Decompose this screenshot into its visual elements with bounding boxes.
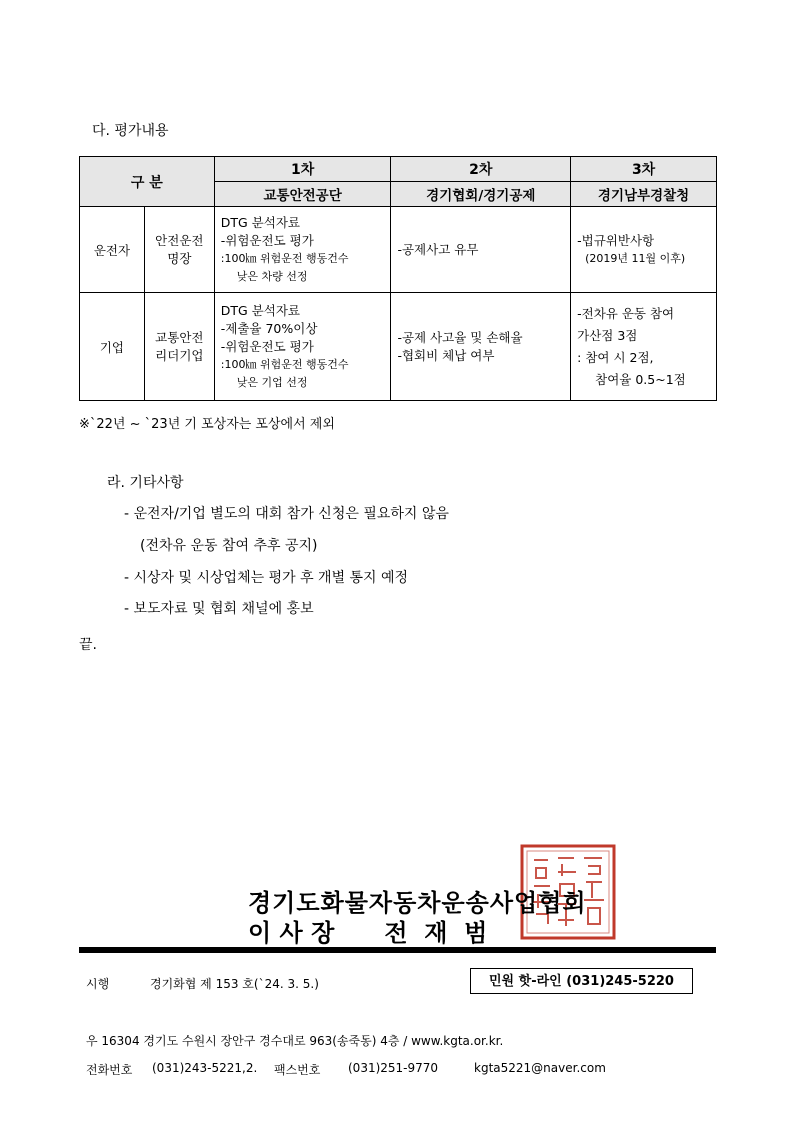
award-name-company — [144, 293, 214, 401]
criteria-line: (2019년 11월 이후) — [585, 251, 686, 265]
header-round-2: 2차 — [391, 157, 571, 182]
criteria-line: 가산점 3점 — [577, 327, 638, 343]
email-address: kgta5221@naver.com — [474, 1061, 606, 1075]
criteria-police-company — [571, 293, 717, 401]
doc-label: 시행 — [86, 977, 110, 991]
criteria-line: DTG 분석자료 — [220, 214, 300, 230]
row-group-company: 기업 — [80, 293, 145, 401]
row-group-driver: 운전자 — [80, 207, 145, 293]
evaluation-table — [79, 156, 717, 401]
criteria-line: -위험운전도 평가 — [220, 232, 314, 248]
bullet-item: - 보도자료 및 협회 채널에 홍보 — [124, 601, 314, 617]
phone-label: 전화번호 — [86, 1063, 133, 1077]
bullet-item: - 시상자 및 시상업체는 평가 후 개별 통지 예정 — [124, 570, 409, 586]
sender-organization: 경기도화물자동차운송사업협회 — [248, 889, 587, 917]
section-title: 다. 평가내용 — [92, 123, 169, 139]
footer-divider — [79, 947, 716, 953]
header-org-1: 교통안전공단 — [214, 182, 391, 207]
criteria-line: 참여율 0.5~1점 — [595, 371, 686, 387]
hotline-box: 민원 핫-라인 (031)245-5220 — [470, 968, 693, 994]
phone-number: (031)243-5221,2. — [152, 1061, 258, 1075]
fax-label: 팩스번호 — [274, 1063, 321, 1077]
header-round-3: 3차 — [571, 157, 717, 182]
criteria-line: -전차유 운동 참여 — [577, 305, 675, 321]
table-row — [80, 207, 717, 293]
header-round-1: 1차 — [214, 157, 391, 182]
criteria-line: DTG 분석자료 — [220, 302, 300, 318]
criteria-line: -공제사고 유무 — [397, 241, 479, 257]
criteria-line: : 참여 시 2점, — [577, 349, 654, 365]
header-org-3: 경기남부경찰청 — [571, 182, 717, 207]
criteria-line: -공제 사고율 및 손해율 — [397, 329, 523, 345]
sender-title: 이 사 장 전 재 범 — [248, 919, 488, 947]
award-line: 리더기업 — [155, 347, 204, 363]
end-mark: 끝. — [79, 637, 97, 653]
criteria-line: -법규위반사항 — [577, 232, 655, 248]
criteria-line: :100㎞ 위험운전 행동건수 — [220, 357, 349, 371]
criteria-assoc-company — [391, 293, 571, 401]
doc-number: 경기화협 제 153 호(`24. 3. 5.) — [150, 977, 319, 991]
header-org-2: 경기협회/경기공제 — [391, 182, 571, 207]
criteria-line: -협회비 체납 여부 — [397, 347, 495, 363]
address: 우 16304 경기도 수원시 장안구 경수대로 963(송죽동) 4층 / www.kgta.or.kr. — [86, 1034, 504, 1048]
criteria-kotsa-driver — [214, 207, 391, 293]
award-name-driver — [144, 207, 214, 293]
award-line: 명장 — [167, 250, 192, 266]
criteria-line: -위험운전도 평가 — [220, 338, 314, 354]
fax-number: (031)251-9770 — [348, 1061, 439, 1075]
header-category: 구 분 — [80, 157, 215, 207]
award-line: 안전운전 — [155, 232, 204, 248]
criteria-line: -제출율 70%이상 — [220, 320, 318, 336]
criteria-kotsa-company — [214, 293, 391, 401]
bullet-item: - 운전자/기업 별도의 대회 참가 신청은 필요하지 않음 — [124, 506, 449, 522]
etc-title: 라. 기타사항 — [107, 475, 184, 491]
award-line: 교통안전 — [155, 329, 204, 345]
criteria-line: :100㎞ 위험운전 행동건수 — [220, 251, 349, 265]
criteria-line: 낮은 차량 선정 — [236, 269, 308, 283]
exclusion-note: ※`22년 ~ `23년 기 포상자는 포상에서 제외 — [79, 417, 335, 432]
criteria-police-driver — [571, 207, 717, 293]
criteria-assoc-driver — [391, 207, 571, 293]
bullet-item: (전차유 운동 참여 추후 공지) — [140, 538, 318, 554]
table-row — [80, 293, 717, 401]
criteria-line: 낮은 기업 선정 — [236, 375, 308, 389]
